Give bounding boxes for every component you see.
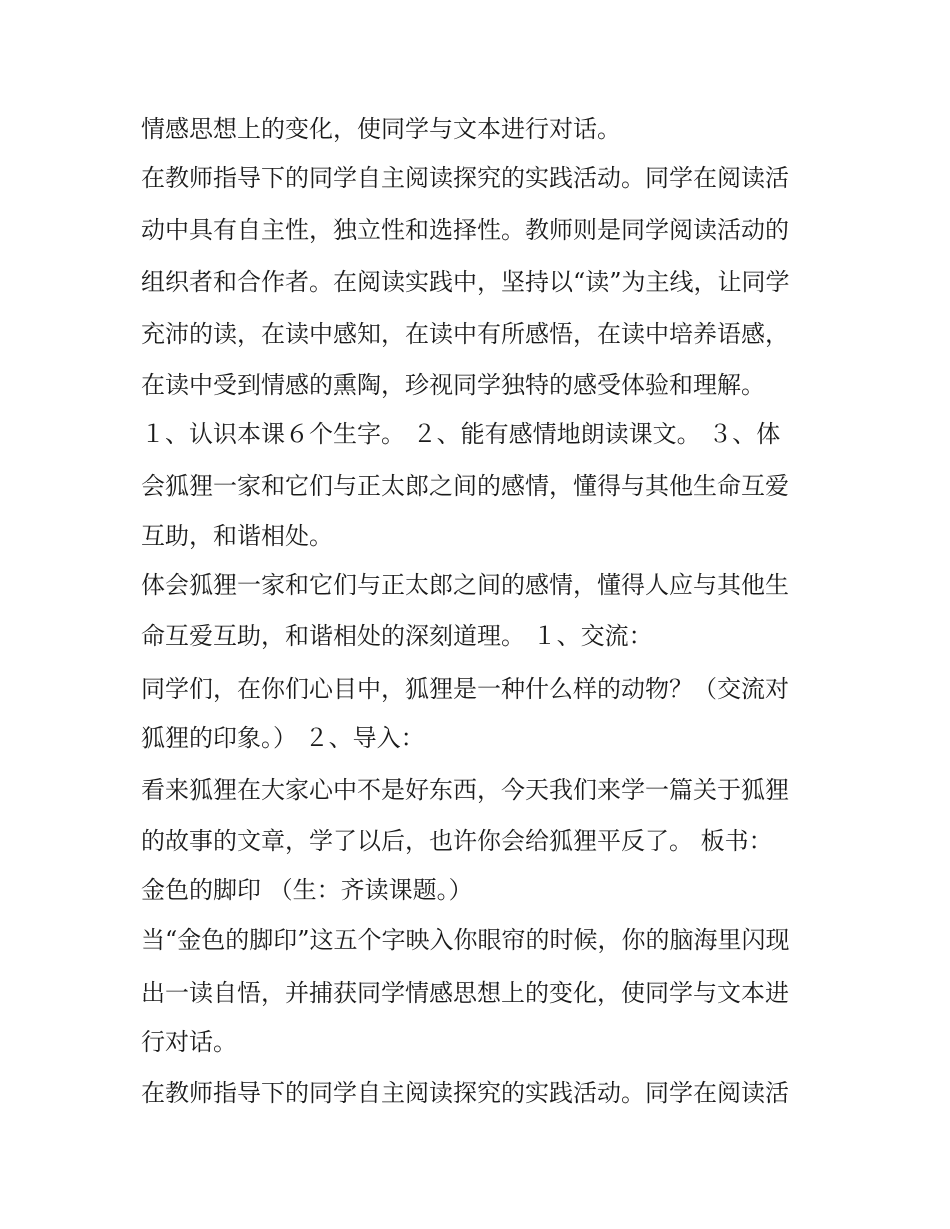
paragraph-line: 体会狐狸一家和它们与正太郎之间的感情，懂得人应与其他生 [141,571,789,599]
paragraph-line: 狐狸的印象。） ２、导入： [141,724,425,752]
paragraph-line: 动中具有自主性，独立性和选择性。教师则是同学阅读活动的 [141,216,789,244]
paragraph-line: 在教师指导下的同学自主阅读探究的实践活动。同学在阅读活 [141,1079,789,1107]
paragraph-line: 命互爱互助，和谐相处的深刻道理。 １、交流： [141,622,653,650]
paragraph-line: 金色的脚印 （生：齐读课题。） [141,876,473,904]
paragraph-line: 看来狐狸在大家心中不是好东西，今天我们来学一篇关于狐狸 [141,776,789,804]
paragraph-line: 组织者和合作者。在阅读实践中，坚持以“读”为主线，让同学 [141,268,790,296]
paragraph-line: 充沛的读，在读中感知，在读中有所感悟，在读中培养语感， [141,320,789,348]
paragraph-line: 会狐狸一家和它们与正太郎之间的感情，懂得与其他生命互爱 [141,472,789,500]
paragraph-line: 情感思想上的变化，使同学与文本进行对话。 [141,115,621,143]
paragraph-line: 出一读自悟，并捕获同学情感思想上的变化，使同学与文本进 [141,979,789,1007]
paragraph-line: 在读中受到情感的熏陶，珍视同学独特的感受体验和理解。 [141,371,765,399]
paragraph-line: 互助，和谐相处。 [141,522,333,550]
paragraph-line: 同学们，在你们心目中，狐狸是一种什么样的动物？（交流对 [141,675,789,703]
paragraph-line: 的故事的文章，学了以后，也许你会给狐狸平反了。 板书： [141,827,773,855]
paragraph-line: 当“金色的脚印”这五个字映入你眼帘的时候，你的脑海里闪现 [141,926,790,954]
paragraph-line: 行对话。 [141,1028,237,1056]
paragraph-line: 在教师指导下的同学自主阅读探究的实践活动。同学在阅读活 [141,164,789,192]
paragraph-line: １、认识本课６个生字。 ２、能有感情地朗读课文。 ３、体 [141,420,781,448]
